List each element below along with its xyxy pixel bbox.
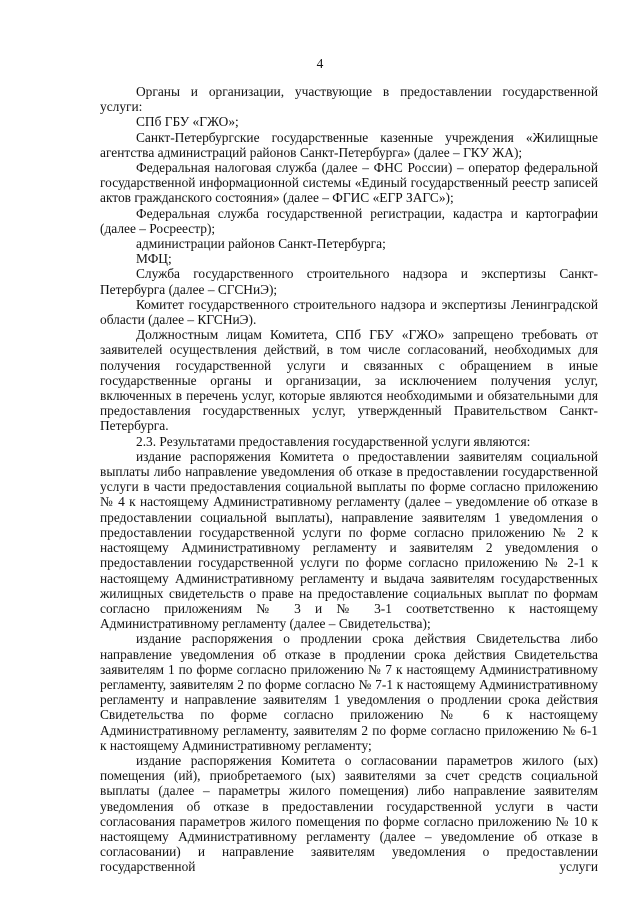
paragraph-14: издание распоряжения Комитета о согласовании параметров жилого (ых) помещения (ий), приобретаемого (ых) заявителями за счет средств социальной выплаты (далее – параметры жилого помещения) либо направление заявителям уведомления об отказе в предоставлении государственной услуги в части согласования параметров жилого помещения по форме согласно приложению № 10 к настоящему Административному регламенту (далее – уведомление об отказе в согласовании) и направление заявителям уведомления о предоставлении государственной услуги [100,752,598,875]
paragraph-8: Служба государственного строительного надзора и экспертизы Санкт-Петербурга (далее – СГСНиЭ); [100,266,598,297]
paragraph-11: 2.3. Результатами предоставления государственной услуги являются: [136,433,531,449]
paragraph-7: МФЦ; [136,251,172,267]
paragraph-13: издание распоряжения о продлении срока действия Свидетельства либо направление уведомления об отказе в продлении срока действия Свидетельства заявителям 1 по форме согласно приложению № 7 к настоящему Административному регламенту, заявителям 2 по форме согласно № 7-1 к настоящему Административному регламенту и направление заявителям 1 уведомления о продлении срока действия Свидетельства по форме согласно приложению № 6 к настоящему Административному регламенту, заявителям 2 по форме согласно приложению № 6-1 к настоящему Административному регламенту; [100,631,598,753]
paragraph-1: Органы и организации, участвующие в предоставлении государственной услуги: [100,84,598,115]
paragraph-5: Федеральная служба государственной регистрации, кадастра и картографии (далее – Росреестр); [100,205,598,236]
document-body [100,84,598,875]
paragraph-2: СПб ГБУ «ГЖО»; [136,114,239,130]
paragraph-3: Санкт-Петербургские государственные казенные учреждения «Жилищные агентства администраций районов Санкт-Петербурга» (далее – ГКУ ЖА); [100,129,598,160]
paragraph-9: Комитет государственного строительного надзора и экспертизы Ленинградской области (далее – КГСНиЭ). [100,296,598,328]
paragraph-4: Федеральная налоговая служба (далее – ФНС России) – оператор федеральной государственной информационной системы «Единый государственный реестр записей актов гражданского состояния» (далее – ФГИС «ЕГР ЗАГС»); [100,160,598,206]
paragraph-10: Должностным лицам Комитета, СПб ГБУ «ГЖО» запрещено требовать от заявителей осуществления действий, в том числе согласований, необходимых для получения государственной услуги и связанных с обращением в иные государственные органы и организации, за исключением получения услуг, включенных в перечень услуг, которые являются необходимыми и обязательными для предоставления государственных услуг, утвержденный Правительством Санкт-Петербурга. [100,327,598,434]
paragraph-12: издание распоряжения Комитета о предоставлении заявителям социальной выплаты либо направление уведомления об отказе в предоставлении государственной услуги в части предоставления социальной выплаты по форме согласно приложению № 4 к настоящему Административному регламенту (далее – уведомление об отказе в предоставлении социальной выплаты), направление заявителям 1 уведомления о предоставлении государственной услуги по форме согласно приложению № 2 к настоящему Административному регламенту и заявителям 2 уведомления о предоставлении государственной услуги по форме согласно приложению № 2-1 к настоящему Административному регламенту и выдача заявителям государственных жилищных свидетельств о праве на предоставление социальных выплат по формам согласно приложениям № 3 и № 3-1 соответственно к настоящему Административному регламенту (далее – Свидетельства); [100,448,598,632]
paragraph-6: администрации районов Санкт-Петербурга; [136,236,386,252]
page-number: 4 [316,56,324,71]
